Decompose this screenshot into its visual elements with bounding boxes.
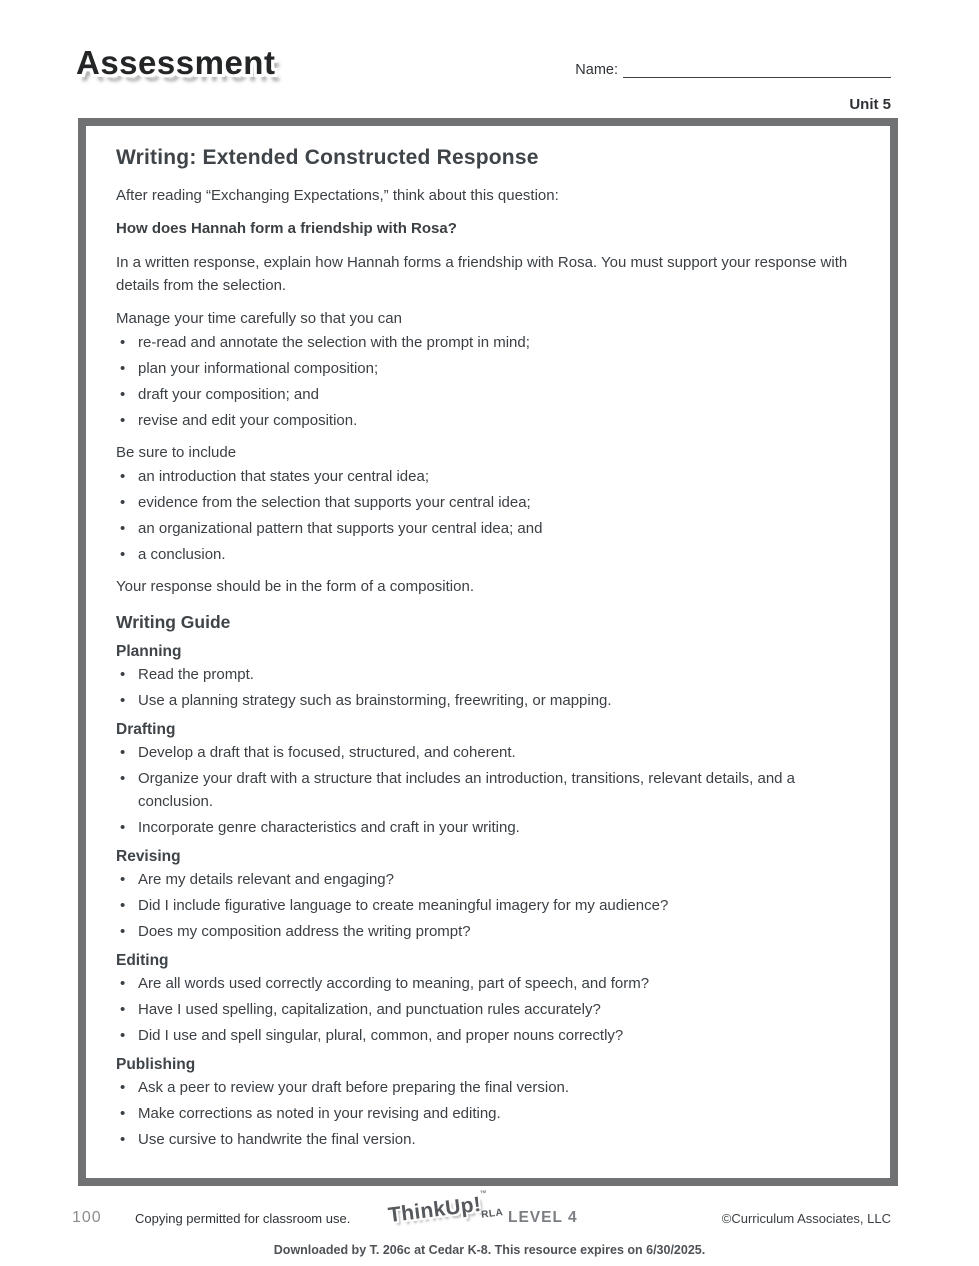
list-item: • Use a planning strategy such as brainstorming, freewriting, or mapping. [116, 689, 860, 712]
section-title: Writing: Extended Constructed Response [116, 146, 539, 169]
task-paragraph: In a written response, explain how Hannah forms a friendship with Rosa. You must support your response with details from the selection. [116, 254, 848, 294]
guide-section-planning [116, 643, 860, 712]
list-item: • Are my details relevant and engaging? [116, 868, 860, 891]
list-item: • Does my composition address the writing prompt? [116, 920, 860, 943]
time-bullet-list [116, 331, 860, 432]
include-lead: Be sure to include [116, 444, 237, 461]
guide-bullet-list [116, 663, 860, 712]
thinkup-logo-text: ThinkUp! [386, 1192, 483, 1228]
list-item: • draft your composition; and [116, 383, 860, 406]
list-item: • evidence from the selection that supports your central idea; [116, 491, 860, 514]
writing-question: How does Hannah form a friendship with Rosa? [116, 220, 457, 237]
name-input-line[interactable] [623, 62, 891, 78]
level-label: LEVEL 4 [508, 1209, 578, 1226]
prompt-box [78, 118, 898, 1186]
copyright-notice: ©Curriculum Associates, LLC [721, 1211, 891, 1226]
guide-section-title: Planning [116, 643, 182, 660]
include-bullet-list [116, 465, 860, 566]
list-item: • Are all words used correctly according to meaning, part of speech, and form? [116, 972, 860, 995]
list-item: • revise and edit your composition. [116, 409, 860, 432]
list-item: • Make corrections as noted in your revising and editing. [116, 1102, 860, 1125]
guide-section-revising [116, 848, 860, 943]
guide-bullet-list [116, 868, 860, 943]
list-item: • Read the prompt. [116, 663, 860, 686]
list-item: • Did I use and spell singular, plural, common, and proper nouns correctly? [116, 1024, 860, 1047]
intro-paragraph: After reading “Exchanging Expectations,” think about this question: [116, 187, 559, 204]
list-item: • Ask a peer to review your draft before preparing the final version. [116, 1076, 860, 1099]
guide-bullet-list [116, 1076, 860, 1151]
list-item: • Use cursive to handwrite the final version. [116, 1128, 860, 1151]
guide-section-editing [116, 952, 860, 1047]
unit-label: Unit 5 [849, 96, 891, 113]
form-note: Your response should be in the form of a composition. [116, 578, 474, 595]
guide-section-publishing [116, 1056, 860, 1151]
name-row [575, 62, 891, 78]
list-item: • Did I include figurative language to create meaningful imagery for my audience? [116, 894, 860, 917]
page-header [0, 0, 979, 118]
list-item: • a conclusion. [116, 543, 860, 566]
page-footer [0, 1189, 979, 1240]
guide-bullet-list [116, 741, 860, 839]
time-lead: Manage your time carefully so that you can [116, 310, 402, 327]
guide-section-title: Publishing [116, 1056, 196, 1073]
guide-bullet-list [116, 972, 860, 1047]
guide-section-drafting [116, 721, 860, 839]
list-item: • plan your informational composition; [116, 357, 860, 380]
list-item: • Incorporate genre characteristics and craft in your writing. [116, 816, 860, 839]
trademark-symbol: ™ [479, 1189, 488, 1198]
list-item: • Organize your draft with a structure that includes an introduction, transitions, relevant details, and a conclusion. [116, 767, 860, 813]
thinkup-logo [386, 1189, 504, 1228]
download-notice: Downloaded by T. 206c at Cedar K-8. This resource expires on 6/30/2025. [273, 1243, 706, 1257]
thinkup-logo-rla: RLA [480, 1207, 504, 1221]
page-number: 100 [72, 1209, 102, 1226]
list-item: • an organizational pattern that supports your central idea; and [116, 517, 860, 540]
guide-section-title: Revising [116, 848, 181, 865]
page-title: Assessment [76, 44, 276, 81]
writing-guide-title: Writing Guide [116, 612, 231, 632]
guide-section-title: Editing [116, 952, 169, 969]
guide-section-title: Drafting [116, 721, 176, 738]
list-item: • Develop a draft that is focused, structured, and coherent. [116, 741, 860, 764]
copy-permission-note: Copying permitted for classroom use. [135, 1211, 351, 1226]
list-item: • an introduction that states your central idea; [116, 465, 860, 488]
list-item: • re-read and annotate the selection with the prompt in mind; [116, 331, 860, 354]
list-item: • Have I used spelling, capitalization, and punctuation rules accurately? [116, 998, 860, 1021]
name-label: Name: [575, 62, 618, 78]
